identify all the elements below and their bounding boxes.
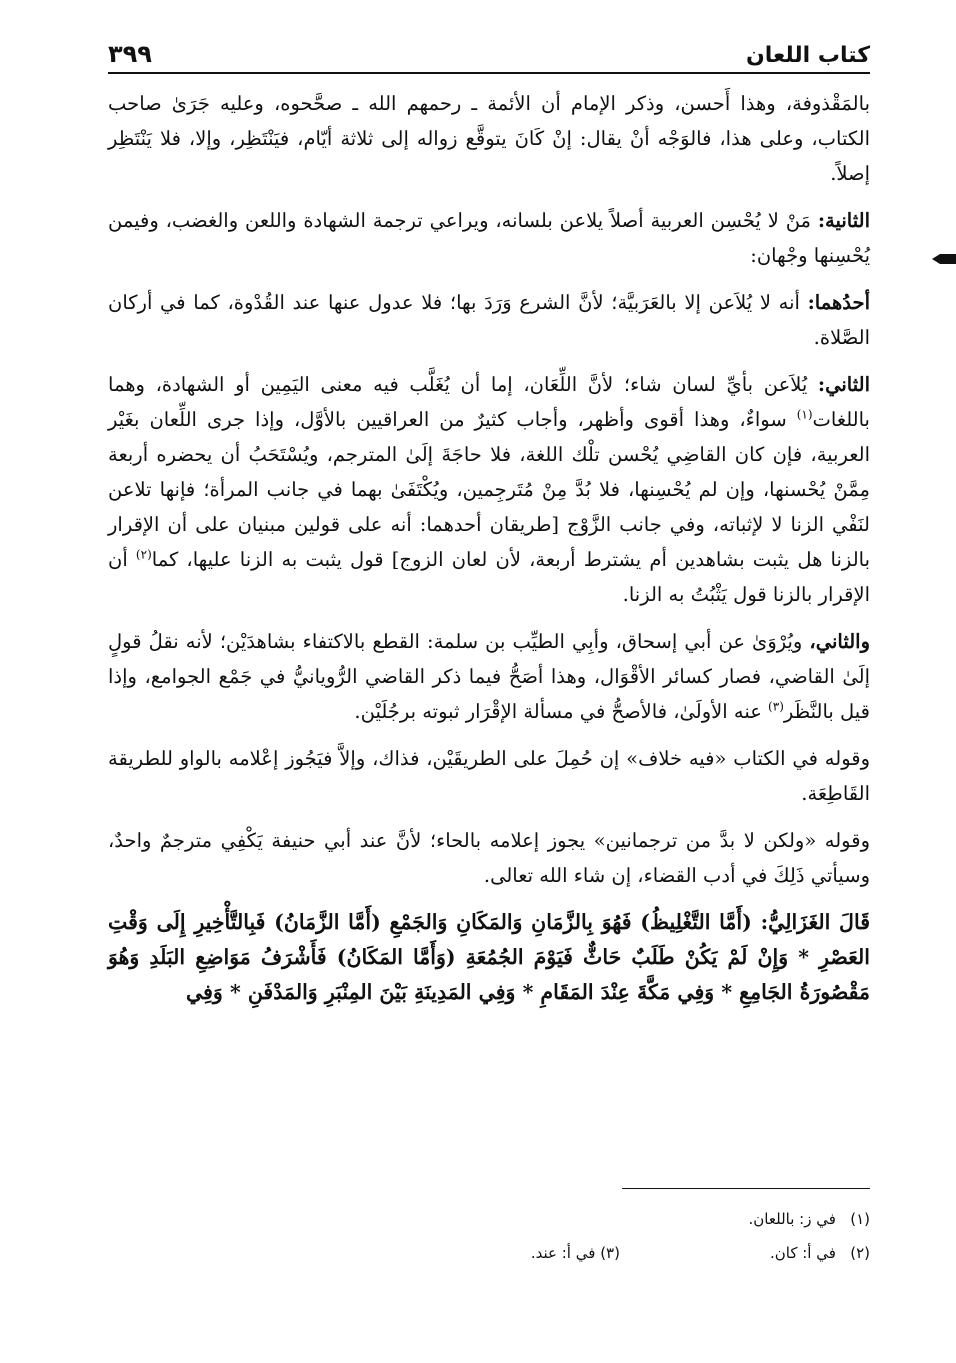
paragraph: والثاني، ويُرْوَىٰ عن أبي إسحاق، وأبِي الطيِّب بن سلمة: القطع بالاكتفاء بشاهدَيْن؛ لأنه نقلُ قولٍ إلَىٰ القاضي، فصار كسائر الأقْوَال، وهذا أصَحُّ فيما ذكر القاضي الرُّويانيُّ في جَمْع الجوامع، وإذا قيل بالنَّظَر$^{(٣)}$ عنه الأولَىٰ، فالأصحُّ في مسألة الإقْرَار ثبوته برجُلَيْن.: [108, 630, 870, 723]
footnote-ref: (١): [796, 407, 813, 422]
paragraph: أحدُهما: أنه لا يُلاَعن إلا بالعَرَبيَّة؛ لأنَّ الشرع وَرَدَ بها؛ فلا عدول عنها عند القُدْوة، كما في أركان الصَّلاة.: [108, 291, 870, 349]
arrow-marker-icon: [932, 251, 956, 267]
paragraph: الثاني: يُلاَعن بأيِّ لسان شاء؛ لأنَّ اللِّعَان، إما أن يُغَلَّب فيه معنى اليَمِين أو الشهادة، وهما باللغات$^{(١)}$ سواءٌ، وهذا أقوى وأظهر، وأجاب كثيرٌ من العراقيين بالأوَّل، وإذا جرى اللِّعان بغَيْر العربية، فإن كان القاضِي يُحْسن تلْك اللغة، فلا حاجَةَ إلَىٰ المترجم، ويُسْتَحَبُ أن يحضره أربعة مِمَّنْ يُحْسنها، وإن لم يُحْسِنها، فلا بُدَّ مِنْ مُتَرجِمين، ويُكْتَفَىٰ بهما في جانب المرأة؛ فإنها تلاعن لنَفْي الزنا لا لإثباته، وفي جانب الزَّوْج [طريقان أحدهما: أنه على قولين مبنيان على أن الإقرار بالزنا هل يثبت بشاهدين أم يشترط أربعة، لأن لعان الزوج] قول يثبت به الزنا عليها، كما$^{(٢)}$ أن الإقرار بالزنا قول يَثْبُتُ به الزنا.: [108, 373, 870, 606]
footnote: (٢) في أ: كان.: [769, 1244, 870, 1262]
footnote-row: [108, 1236, 870, 1270]
paragraph: وقوله «ولكن لا بدَّ من ترجمانين» يجوز إعلامه بالحاء؛ لأنَّ عند أبي حنيفة يَكْفِي مترجمٌ واحدٌ، وسيأتي ذَلِكَ في أدب القضاء، إن شاء الله تعالى.: [108, 829, 870, 887]
paragraph-lead: والثاني،: [809, 630, 870, 653]
footnote-ref: (٣): [768, 699, 784, 714]
quote-lead: قَالَ الغَزَالِيُّ:: [760, 910, 870, 934]
paragraph-lead: الثانية:: [817, 209, 870, 232]
paragraph: بالمَقْذوفة، وهذا أَحسن، وذكر الإمام أن الأئمة ـ رحمهم الله ـ صحَّحوه، وعليه جَرَىٰ صاحب الكتاب، وعلى هذا، فالوَجْه أنْ يقال: إنْ كَانَ يتوقَّع زواله إلى ثلاثة أيّام، فيَنْتَظِر، وإلا، فلا يَنْتَظِر إصلاً.: [108, 92, 870, 185]
paragraph: وقوله في الكتاب «فيه خلاف» إن حُمِلَ على الطريقَيْن، فذاك، وإلاَّ فيَجُوز إعْلامه بالواو للطريقة القَاطِعَة.: [108, 747, 870, 805]
paragraph: الثانية: مَنْ لا يُحْسِن العربية أصلاً يلاعن بلسانه، ويراعي ترجمة الشهادة واللعن والغضب، وفيمن يُحْسِنها وجْهان:: [108, 209, 870, 267]
footnote-divider: [622, 1188, 870, 1189]
footnote-row: [108, 1202, 870, 1236]
footnote: (١) في ز: باللعان.: [748, 1210, 870, 1228]
page-header: [108, 30, 870, 74]
quoted-matn: قَالَ الغَزَالِيُّ: (أَمَّا التَّغْلِيظُ) فَهُوَ بِالزَّمَانِ وَالمَكَانِ وَالجَمْعِ (أَمَّا الزَّمَانُ) فَبِالتَّأْخِيرِ إِلَى وَقْتِ العَصْرِ * وَإِنْ لَمْ يَكُنْ طَلَبٌ حَاثٌّ فَيَوْمَ الجُمُعَةِ (وَأَمَّا المَكَانُ) فَأَشْرَفُ مَوَاضِعِ البَلَدِ وَهُوَ مَقْصُورَةُ الجَامِعِ * وَفِي مَكَّةَ عِنْدَ المَقَامِ * وَفِي المَدِينَةِ بَيْنَ المِنْبَرِ وَالمَدْفَنِ * وَفِي: [108, 910, 870, 1004]
footnote: (٣) في أ: عند.: [530, 1244, 620, 1262]
page-number: ٣٩٩: [108, 40, 152, 68]
book-title: كتاب اللعان: [745, 43, 870, 68]
footnotes: [108, 1202, 870, 1270]
paragraph-lead: الثاني:: [817, 373, 870, 396]
main-text: [108, 86, 870, 1022]
paragraph-lead: أحدُهما:: [807, 291, 870, 314]
footnote-ref: (٢): [135, 547, 152, 562]
